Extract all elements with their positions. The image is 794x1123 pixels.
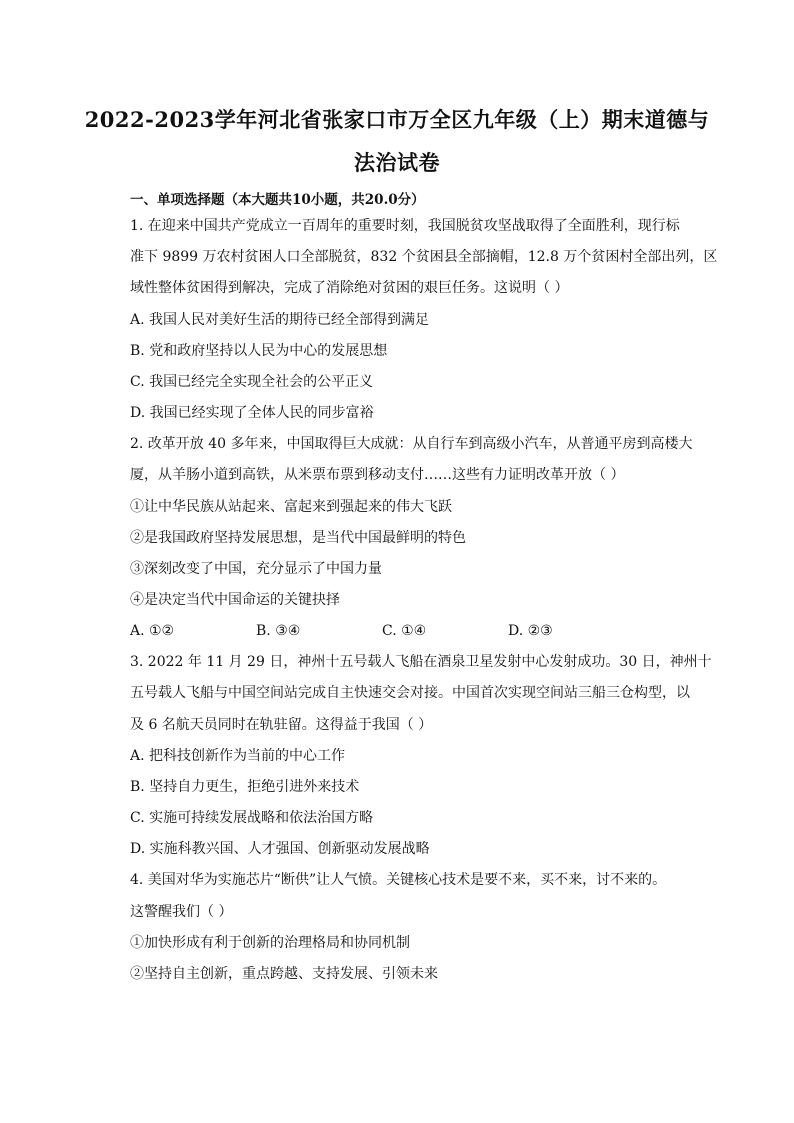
- q1-option-a: A. 我国人民对美好生活的期待已经全部得到满足: [130, 312, 430, 328]
- q3-option-a: A. 把科技创新作为当前的中心工作: [130, 748, 346, 764]
- q1-stem-line-2: 准下 9899 万农村贫困人口全部脱贫，832 个贫困县全部摘帽，12.8 万个贫困村全部出列，区: [130, 249, 718, 265]
- exam-title-line-2: 法治试卷: [354, 150, 440, 175]
- q1-option-c: C. 我国已经完全实现全社会的公平正义: [130, 374, 374, 390]
- q2-stem-line-2: 厦，从羊肠小道到高铁，从米票布票到移动支付……这些有力证明改革开放（ ）: [130, 467, 625, 483]
- q3-option-b: B. 坚持自力更生，拒绝引进外来技术: [130, 779, 360, 795]
- q2-statement-1: ①让中华民族从站起来、富起来到强起来的伟大飞跃: [130, 499, 452, 515]
- q2-choices: [130, 621, 670, 641]
- q4-statement-2: ②坚持自主创新，重点跨越、支持发展、引领未来: [130, 966, 438, 982]
- q2-choice-a: A. ①②: [130, 623, 175, 639]
- q4-statement-1: ①加快形成有利于创新的治理格局和协同机制: [130, 935, 410, 951]
- exam-title-line-1: 2022-2023学年河北省张家口市万全区九年级（上）期末道德与: [84, 107, 710, 132]
- q3-option-c: C. 实施可持续发展战略和依法治国方略: [130, 810, 374, 826]
- q2-choice-c: C. ①④: [382, 623, 427, 639]
- q4-stem-line-1: 4. 美国对华为实施芯片“断供”让人气愤。关键核心技术是要不来，买不来，讨不来的。: [130, 872, 667, 888]
- q4-stem-line-2: 这警醒我们（ ）: [130, 904, 233, 920]
- q1-option-d: D. 我国已经实现了全体人民的同步富裕: [130, 405, 374, 421]
- q1-stem-line-1: 1. 在迎来中国共产党成立一百周年的重要时刻，我国脱贫攻坚战取得了全面胜利，现行标: [130, 218, 680, 234]
- q3-stem-line-1: 3. 2022 年 11 月 29 日，神州十五号载人飞船在酒泉卫星发射中心发射成功。30 日，神州十: [130, 654, 712, 670]
- section-heading: 一、单项选择题（本大题共10小题，共20.0分）: [130, 192, 425, 208]
- q1-option-b: B. 党和政府坚持以人民为中心的发展思想: [130, 343, 388, 359]
- q3-stem-line-2: 五号载人飞船与中国空间站完成自主快速交会对接。中国首次实现空间站三船三仓构型，以: [130, 685, 690, 701]
- q2-choice-d: D. ②③: [508, 623, 553, 639]
- q2-choice-b: B. ③④: [256, 623, 301, 639]
- q2-statement-2: ②是我国政府坚持发展思想，是当代中国最鲜明的特色: [130, 530, 466, 546]
- q2-stem-line-1: 2. 改革开放 40 多年来，中国取得巨大成就：从自行车到高级小汽车，从普通平房到高楼大: [130, 436, 693, 452]
- q1-stem-line-3: 域性整体贫困得到解决，完成了消除绝对贫困的艰巨任务。这说明（ ）: [130, 280, 569, 296]
- q3-option-d: D. 实施科教兴国、人才强国、创新驱动发展战略: [130, 841, 430, 857]
- q2-statement-3: ③深刻改变了中国，充分显示了中国力量: [130, 561, 382, 577]
- q2-statement-4: ④是决定当代中国命运的关键抉择: [130, 592, 340, 608]
- q3-stem-line-3: 及 6 名航天员同时在轨驻留。这得益于我国（ ）: [130, 717, 433, 733]
